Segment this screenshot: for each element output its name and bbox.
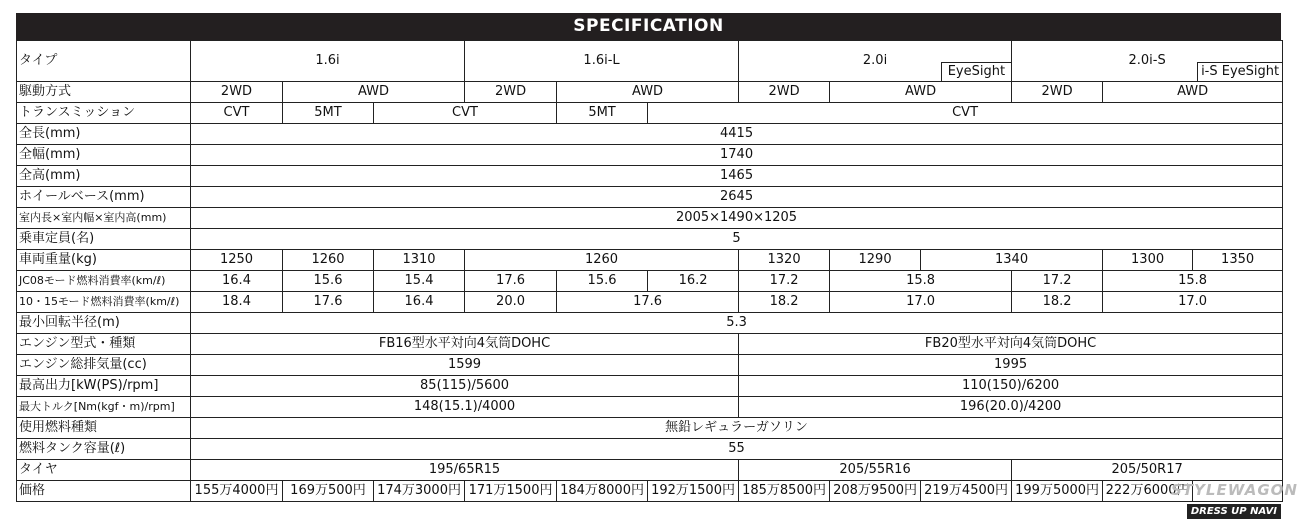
value-cell: 1599 xyxy=(191,355,739,376)
price-cell: 174万3000円 xyxy=(374,481,465,502)
row-length xyxy=(17,124,1283,145)
row-jc08 xyxy=(17,271,1283,292)
value-cell: 16.4 xyxy=(191,271,283,292)
type-cell: 2.0i EyeSight xyxy=(739,41,1012,82)
value-cell: 1350 xyxy=(1193,250,1283,271)
value-cell: 15.8 xyxy=(1103,271,1283,292)
value-cell: 2645 xyxy=(191,187,1283,208)
value-cell: 4415 xyxy=(191,124,1283,145)
row-interior xyxy=(17,208,1283,229)
price-cell: 222万6000円 xyxy=(1103,481,1193,502)
row-label: トランスミッション xyxy=(17,103,191,124)
row-label: 使用燃料種類 xyxy=(17,418,191,439)
row-power xyxy=(17,376,1283,397)
spec-table xyxy=(16,40,1298,502)
row-engine xyxy=(17,334,1283,355)
row-label: 乗車定員(名) xyxy=(17,229,191,250)
row-label: エンジン型式・種類 xyxy=(17,334,191,355)
value-cell: 15.4 xyxy=(374,271,465,292)
drive-cell: 2WD xyxy=(191,82,283,103)
row-label: 室内長×室内幅×室内高(mm) xyxy=(17,208,191,229)
row-wheelbase xyxy=(17,187,1283,208)
trans-cell: CVT xyxy=(648,103,1283,124)
value-cell: 17.2 xyxy=(739,271,830,292)
value-cell: 16.4 xyxy=(374,292,465,313)
row-label: 駆動方式 xyxy=(17,82,191,103)
value-cell: FB16型水平対向4気筒DOHC xyxy=(191,334,739,355)
row-label: タイプ xyxy=(17,41,191,82)
value-cell: 17.6 xyxy=(557,292,739,313)
value-cell: 205/55R16 xyxy=(739,460,1012,481)
drive-cell: 2WD xyxy=(1012,82,1103,103)
value-cell: 18.4 xyxy=(191,292,283,313)
price-cell: 171万1500円 xyxy=(465,481,557,502)
row-tire xyxy=(17,460,1283,481)
value-cell: 17.0 xyxy=(1103,292,1283,313)
value-cell: 85(115)/5600 xyxy=(191,376,739,397)
trans-cell: CVT xyxy=(374,103,557,124)
row-width xyxy=(17,145,1283,166)
row-label: タイヤ xyxy=(17,460,191,481)
eyesight-badge: i-S EyeSight xyxy=(1197,62,1282,81)
value-cell: 15.8 xyxy=(830,271,1012,292)
value-cell: 1320 xyxy=(739,250,830,271)
row-torque xyxy=(17,397,1283,418)
row-label: 車両重量(kg) xyxy=(17,250,191,271)
value-cell: 5 xyxy=(191,229,1283,250)
trans-cell: 5MT xyxy=(557,103,648,124)
price-cell: 184万8000円 xyxy=(557,481,648,502)
drive-cell: AWD xyxy=(1103,82,1283,103)
value-cell: 148(15.1)/4000 xyxy=(191,397,739,418)
row-fuel xyxy=(17,418,1283,439)
row-label: JC08モード燃料消費率(km/ℓ) xyxy=(17,271,191,292)
trans-cell: 5MT xyxy=(283,103,374,124)
drive-cell: AWD xyxy=(557,82,739,103)
row-label: 燃料タンク容量(ℓ) xyxy=(17,439,191,460)
row-label: ホイールベース(mm) xyxy=(17,187,191,208)
value-cell: 1740 xyxy=(191,145,1283,166)
value-cell: 1300 xyxy=(1103,250,1193,271)
row-label: 最高出力[kW(PS)/rpm] xyxy=(17,376,191,397)
drive-cell: AWD xyxy=(830,82,1012,103)
trans-cell: CVT xyxy=(191,103,283,124)
row-1015 xyxy=(17,292,1283,313)
value-cell: 195/65R15 xyxy=(191,460,739,481)
row-label: 価格 xyxy=(17,481,191,502)
value-cell: 1260 xyxy=(283,250,374,271)
price-cell: 155万4000円 xyxy=(191,481,283,502)
price-cell: 192万1500円 xyxy=(648,481,739,502)
row-label: 最小回転半径(m) xyxy=(17,313,191,334)
row-displacement xyxy=(17,355,1283,376)
value-cell: 110(150)/6200 xyxy=(739,376,1283,397)
value-cell: 17.6 xyxy=(465,271,557,292)
value-cell: 無鉛レギュラーガソリン xyxy=(191,418,1283,439)
value-cell: 1310 xyxy=(374,250,465,271)
price-cell: 199万5000円 xyxy=(1012,481,1103,502)
row-tank xyxy=(17,439,1283,460)
price-cell: 208万9500円 xyxy=(830,481,921,502)
value-cell: 18.2 xyxy=(739,292,830,313)
price-cell: 219万4500円 xyxy=(921,481,1012,502)
value-cell: 17.2 xyxy=(1012,271,1103,292)
value-cell: 17.6 xyxy=(283,292,374,313)
row-trans xyxy=(17,103,1283,124)
row-label: 10・15モード燃料消費率(km/ℓ) xyxy=(17,292,191,313)
row-height xyxy=(17,166,1283,187)
spec-title: SPECIFICATION xyxy=(16,13,1281,40)
value-cell: 1250 xyxy=(191,250,283,271)
value-cell: FB20型水平対向4気筒DOHC xyxy=(739,334,1283,355)
row-label: 全高(mm) xyxy=(17,166,191,187)
value-cell: 5.3 xyxy=(191,313,1283,334)
value-cell: 1465 xyxy=(191,166,1283,187)
row-seats xyxy=(17,229,1283,250)
type-cell: 2.0i-S i-S EyeSight xyxy=(1012,41,1283,82)
row-weight xyxy=(17,250,1283,271)
type-cell: 1.6i xyxy=(191,41,465,82)
spec-sheet xyxy=(16,13,1298,502)
price-cell: 185万8500円 xyxy=(739,481,830,502)
value-cell: 15.6 xyxy=(283,271,374,292)
row-turning xyxy=(17,313,1283,334)
value-cell: 17.0 xyxy=(830,292,1012,313)
row-drive xyxy=(17,82,1283,103)
value-cell: 20.0 xyxy=(465,292,557,313)
watermark-text: STYLEWAGON xyxy=(1171,481,1298,499)
value-cell: 1260 xyxy=(465,250,739,271)
row-label: 全長(mm) xyxy=(17,124,191,145)
value-cell: 55 xyxy=(191,439,1283,460)
value-cell: 205/50R17 xyxy=(1012,460,1283,481)
row-price xyxy=(17,481,1283,502)
value-cell: 1995 xyxy=(739,355,1283,376)
row-type xyxy=(17,41,1283,82)
row-label: 最大トルク[Nm(kgf・m)/rpm] xyxy=(17,397,191,418)
row-label: エンジン総排気量(cc) xyxy=(17,355,191,376)
drive-cell: 2WD xyxy=(465,82,557,103)
drive-cell: AWD xyxy=(283,82,465,103)
watermark-subtext: DRESS UP NAVI xyxy=(1187,504,1281,519)
type-cell: 1.6i-L xyxy=(465,41,739,82)
value-cell: 15.6 xyxy=(557,271,648,292)
value-cell: 196(20.0)/4200 xyxy=(739,397,1283,418)
price-cell: 169万500円 xyxy=(283,481,374,502)
value-cell: 18.2 xyxy=(1012,292,1103,313)
eyesight-badge: EyeSight xyxy=(941,62,1011,81)
value-cell: 2005×1490×1205 xyxy=(191,208,1283,229)
value-cell: 1340 xyxy=(921,250,1103,271)
value-cell: 16.2 xyxy=(648,271,739,292)
row-label: 全幅(mm) xyxy=(17,145,191,166)
watermark-logo xyxy=(1171,481,1298,519)
drive-cell: 2WD xyxy=(739,82,830,103)
value-cell: 1290 xyxy=(830,250,921,271)
